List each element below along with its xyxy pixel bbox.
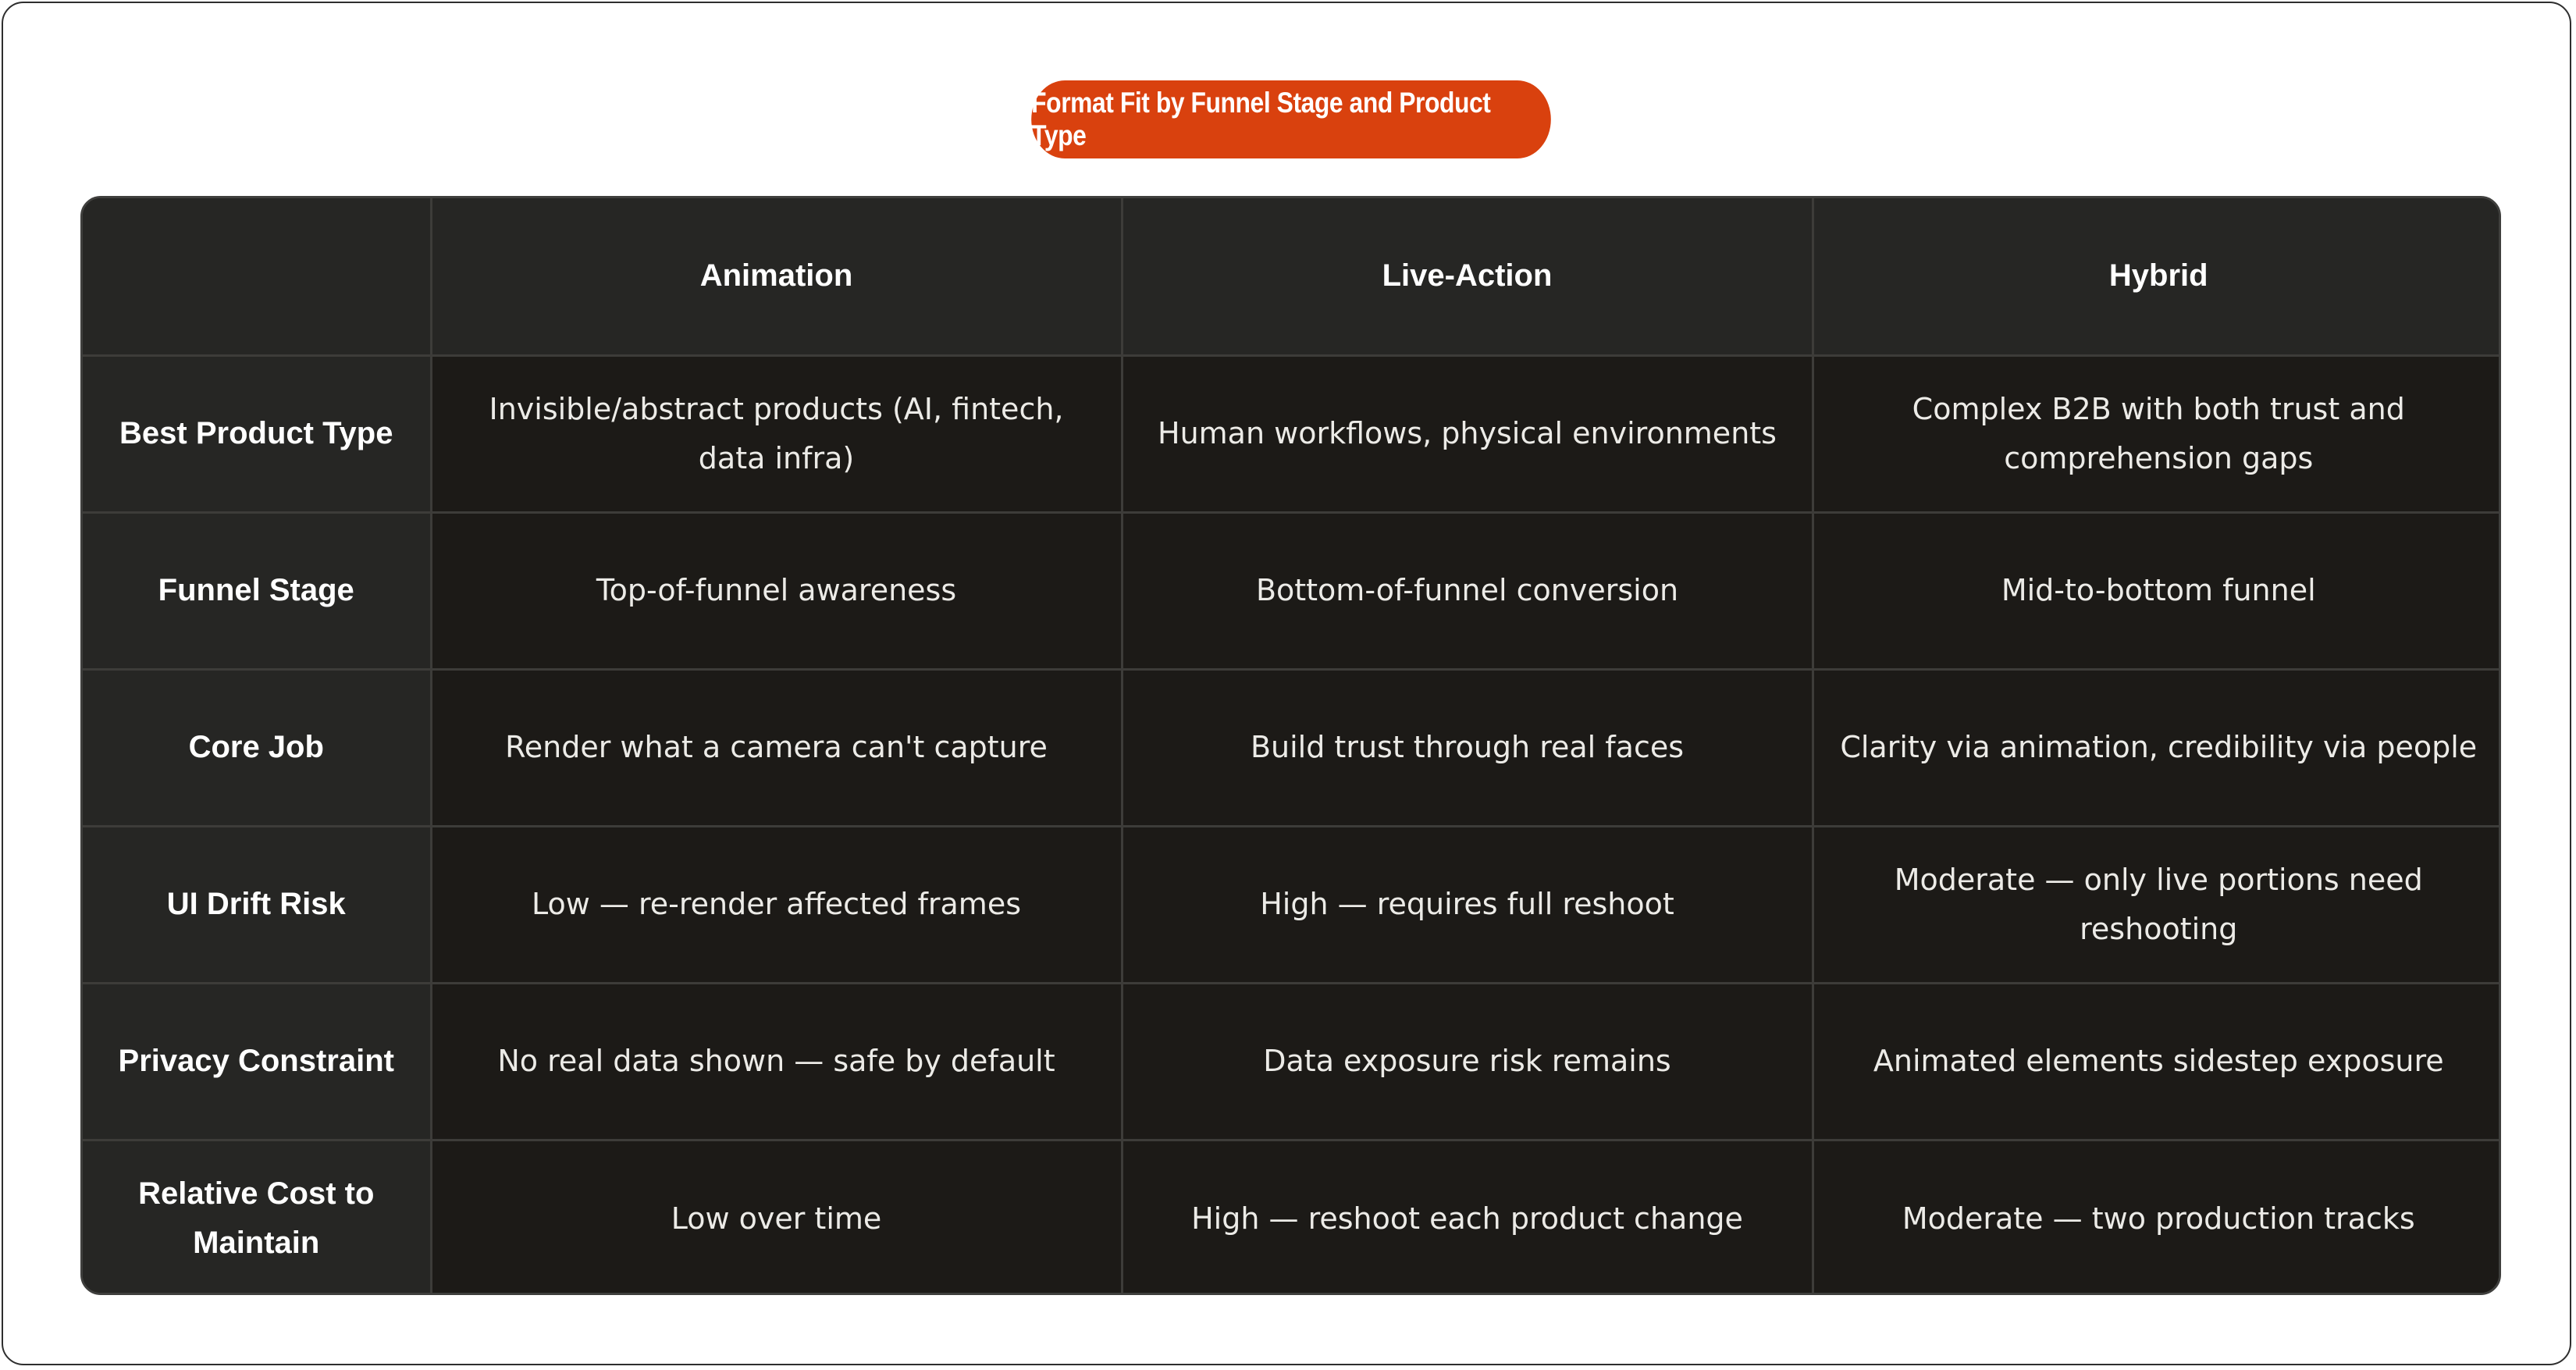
table-cell: No real data shown — safe by default — [431, 983, 1122, 1140]
row-label: Privacy Constraint — [83, 983, 431, 1140]
row-label: Funnel Stage — [83, 512, 431, 669]
table-cell: Complex B2B with both trust and comprehension gaps — [1813, 355, 2501, 512]
table-cell: Low over time — [431, 1140, 1122, 1295]
table-cell: Animated elements sidestep exposure — [1813, 983, 2501, 1140]
row-label: UI Drift Risk — [83, 826, 431, 983]
comparison-table — [80, 196, 2501, 1295]
table-cell: Mid-to-bottom funnel — [1813, 512, 2501, 669]
table-row — [83, 669, 2501, 826]
table-cell: Render what a camera can't capture — [431, 669, 1122, 826]
table-row — [83, 1140, 2501, 1295]
table-cell: Moderate — only live portions need reshooting — [1813, 826, 2501, 983]
row-label: Core Job — [83, 669, 431, 826]
row-label: Best Product Type — [83, 355, 431, 512]
column-header-live-action: Live-Action — [1122, 198, 1813, 355]
page-frame — [2, 2, 2571, 1365]
table-cell: High — requires full reshoot — [1122, 826, 1813, 983]
table-cell: Data exposure risk remains — [1122, 983, 1813, 1140]
corner-header — [83, 198, 431, 355]
table-header-row — [83, 198, 2501, 355]
row-label: Relative Cost to Maintain — [83, 1140, 431, 1295]
table-row — [83, 983, 2501, 1140]
table-cell: Build trust through real faces — [1122, 669, 1813, 826]
page-title: Format Fit by Funnel Stage and Product Type — [1031, 80, 1551, 158]
table-cell: High — reshoot each product change — [1122, 1140, 1813, 1295]
table-cell: Low — re-render affected frames — [431, 826, 1122, 983]
table-cell: Moderate — two production tracks — [1813, 1140, 2501, 1295]
column-header-animation: Animation — [431, 198, 1122, 355]
table-cell: Clarity via animation, credibility via people — [1813, 669, 2501, 826]
table-row — [83, 512, 2501, 669]
table-cell: Invisible/abstract products (AI, fintech, data infra) — [431, 355, 1122, 512]
table-cell: Bottom-of-funnel conversion — [1122, 512, 1813, 669]
table-cell: Top-of-funnel awareness — [431, 512, 1122, 669]
table-cell: Human workflows, physical environments — [1122, 355, 1813, 512]
column-header-hybrid: Hybrid — [1813, 198, 2501, 355]
table-row — [83, 826, 2501, 983]
comparison-table-grid — [83, 198, 2501, 1295]
table-row — [83, 355, 2501, 512]
